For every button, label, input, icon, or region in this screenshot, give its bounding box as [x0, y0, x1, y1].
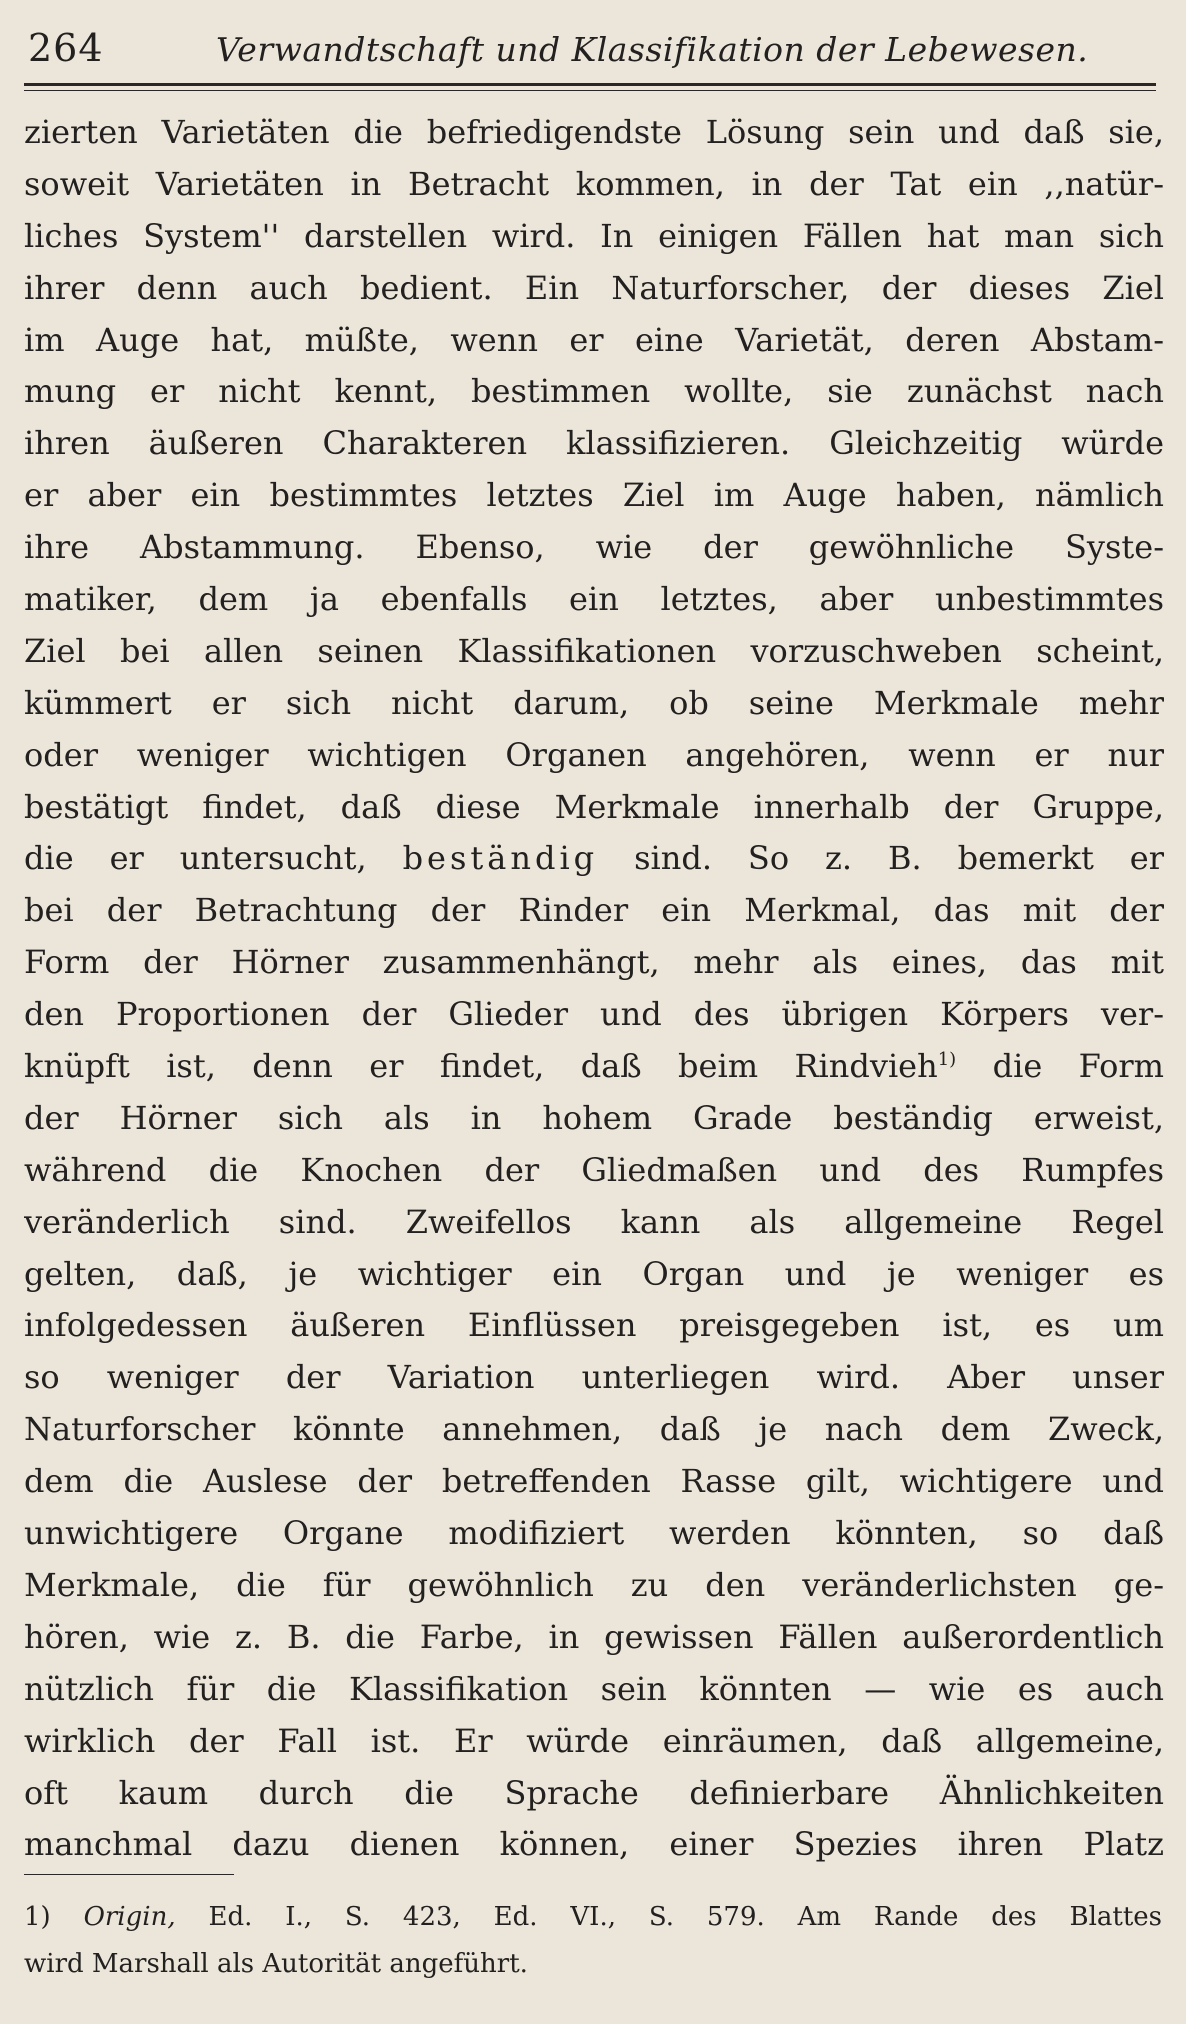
text-line: oder weniger wichtigen Organen angehören, wenn er nur: [24, 735, 1164, 774]
page-header: [24, 24, 1156, 76]
footnote-source-title: Origin,: [83, 1902, 176, 1932]
text-line: ihrer denn auch bedient. Ein Naturforscher, der dieses Ziel: [24, 268, 1164, 307]
text-line: oft kaum durch die Sprache definierbare Ähnlichkeiten: [24, 1773, 1164, 1812]
text-line: Merkmale, die für gewöhnlich zu den veränderlichsten ge-: [24, 1565, 1164, 1604]
text-segment: sind. So z. B. bemerkt er: [634, 839, 1164, 878]
text-line: der Hörner sich als in hohem Grade beständig erweist,: [24, 1098, 1164, 1137]
text-line: mung er nicht kennt, bestimmen wollte, sie zunächst nach: [24, 372, 1164, 411]
text-segment: die Form: [992, 1047, 1164, 1086]
emphasized-word: beständig: [402, 839, 599, 878]
text-line: er aber ein bestimmtes letztes Ziel im Auge haben, nämlich: [24, 476, 1164, 515]
text-line: Ziel bei allen seinen Klassifikationen vorzuschweben scheint,: [24, 631, 1164, 670]
text-line: veränderlich sind. Zweifellos kann als allgemeine Regel: [24, 1202, 1164, 1241]
text-line: matiker, dem ja ebenfalls ein letztes, aber unbestimmtes: [24, 580, 1164, 619]
footnote-line: wird Marshall als Autorität angeführt.: [24, 1949, 528, 1979]
page-number: 264: [28, 26, 104, 70]
footnote-marker: 1): [24, 1902, 51, 1932]
text-line: manchmal dazu dienen können, einer Spezies ihren Platz: [24, 1825, 1164, 1864]
text-line: Form der Hörner zusammenhängt, mehr als eines, das mit: [24, 943, 1164, 982]
text-line: hören, wie z. B. die Farbe, in gewissen Fällen außerordentlich: [24, 1617, 1164, 1656]
text-line: zierten Varietäten die befriedigendste Lösung sein und daß sie,: [24, 113, 1164, 151]
running-title: Verwandtschaft und Klassifikation der Lebewesen.: [216, 30, 1089, 69]
text-line: liches System'' darstellen wird. In einigen Fällen hat man sich: [24, 216, 1164, 255]
text-segment: knüpft ist, denn er findet, daß beim Rindvieh: [24, 1047, 938, 1086]
text-line: im Auge hat, müßte, wenn er eine Varietät, deren Abstam-: [24, 320, 1164, 359]
text-line: dem die Auslese der betreffenden Rasse gilt, wichtigere und: [24, 1462, 1164, 1501]
text-line: [24, 833, 1164, 885]
text-line: ihren äußeren Charakteren klassifizieren. Gleichzeitig würde: [24, 424, 1164, 463]
text-line: während die Knochen der Gliedmaßen und des Rumpfes: [24, 1150, 1164, 1189]
footnote-text: Ed. I., S. 423, Ed. VI., S. 579. Am Rande des Blattes: [208, 1902, 1162, 1932]
text-line: Naturforscher könnte annehmen, daß je nach dem Zweck,: [24, 1410, 1164, 1449]
text-line: den Proportionen der Glieder und des übrigen Körpers ver-: [24, 995, 1164, 1034]
text-line: [24, 1041, 1164, 1093]
text-line: infolgedessen äußeren Einflüssen preisgegeben ist, es um: [24, 1306, 1164, 1345]
text-line: so weniger der Variation unterliegen wird. Aber unser: [24, 1358, 1164, 1397]
header-rule-thin: [24, 90, 1156, 91]
body-text: [24, 107, 1164, 1871]
text-segment: die er untersucht,: [24, 839, 367, 878]
footnotes: [24, 1894, 1162, 1988]
text-line: bestätigt findet, daß diese Merkmale innerhalb der Gruppe,: [24, 787, 1164, 826]
footnote-line: [24, 1894, 1162, 1941]
text-line: wirklich der Fall ist. Er würde einräumen, daß allgemeine,: [24, 1721, 1164, 1760]
footnote-reference: 1): [937, 1049, 957, 1071]
text-line: gelten, daß, je wichtiger ein Organ und je weniger es: [24, 1254, 1164, 1293]
text-line: soweit Varietäten in Betracht kommen, in der Tat ein ,,natür-: [24, 164, 1164, 203]
header-rule-thick: [24, 83, 1156, 86]
text-line: nützlich für die Klassifikation sein könnten — wie es auch: [24, 1669, 1164, 1708]
text-line: unwichtigere Organe modifiziert werden könnten, so daß: [24, 1514, 1164, 1553]
footnote-divider: [24, 1874, 234, 1875]
text-line: kümmert er sich nicht darum, ob seine Merkmale mehr: [24, 683, 1164, 722]
text-line: bei der Betrachtung der Rinder ein Merkmal, das mit der: [24, 891, 1164, 930]
text-line: ihre Abstammung. Ebenso, wie der gewöhnliche Syste-: [24, 528, 1164, 567]
